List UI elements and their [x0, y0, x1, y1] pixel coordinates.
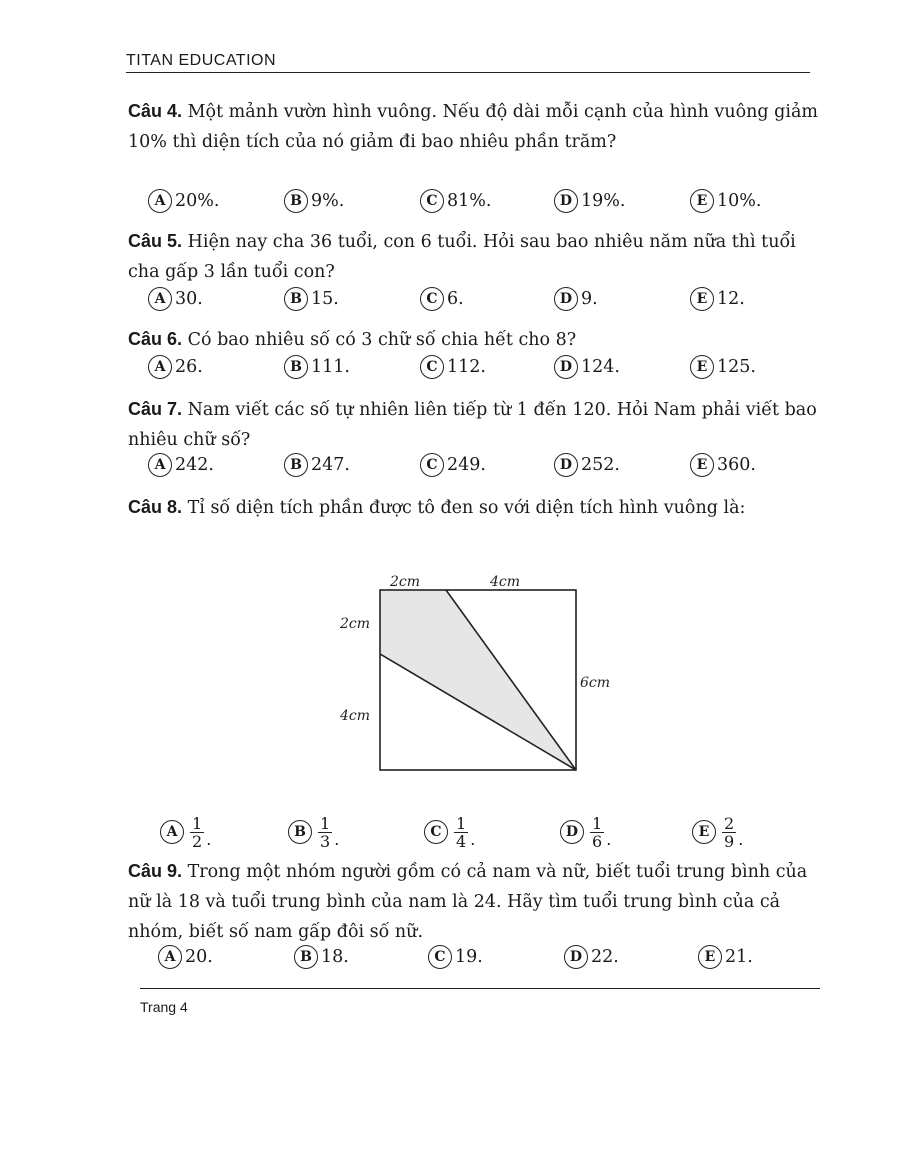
option-letter: C: [424, 820, 448, 844]
option-letter: B: [284, 453, 308, 477]
question-4-options: [148, 186, 808, 216]
option-d[interactable]: [564, 942, 619, 972]
option-letter: E: [698, 945, 722, 969]
option-c[interactable]: [420, 186, 491, 216]
option-value: 19%.: [581, 191, 626, 211]
option-d[interactable]: [554, 352, 620, 382]
option-a[interactable]: [148, 450, 214, 480]
fraction-numerator: 1: [320, 813, 331, 833]
option-letter: C: [428, 945, 452, 969]
option-d[interactable]: [554, 284, 598, 314]
option-value: 81%.: [447, 191, 492, 211]
shaded-region: [380, 590, 576, 770]
option-a[interactable]: [148, 284, 203, 314]
question-text: Nam viết các số tự nhiên liên tiếp từ 1 đến 120. Hỏi Nam phải viết bao nhiêu chữ số?: [128, 400, 817, 450]
question-8: [128, 492, 818, 523]
option-value: 20.: [185, 947, 213, 967]
option-value: 247.: [311, 455, 350, 475]
fraction: [318, 815, 332, 850]
label-left-bottom: 4cm: [340, 708, 371, 724]
option-c[interactable]: [420, 352, 486, 382]
option-letter: D: [564, 945, 588, 969]
fraction: [722, 815, 736, 850]
question-9: [128, 856, 818, 947]
option-d[interactable]: [554, 450, 620, 480]
option-letter: C: [420, 189, 444, 213]
option-value: 10%.: [717, 191, 762, 211]
square-figure: [330, 570, 630, 780]
option-letter: E: [690, 453, 714, 477]
label-right: 6cm: [580, 675, 611, 691]
option-d[interactable]: [554, 186, 625, 216]
page-footer: [140, 988, 820, 1015]
option-letter: B: [284, 355, 308, 379]
option-letter: D: [554, 189, 578, 213]
option-a[interactable]: [148, 352, 203, 382]
option-b[interactable]: [284, 186, 344, 216]
option-value: 22.: [591, 947, 619, 967]
option-b[interactable]: [284, 352, 350, 382]
page-number: Trang 4: [140, 999, 188, 1015]
option-letter: E: [690, 189, 714, 213]
option-value: 21.: [725, 947, 753, 967]
option-letter: A: [148, 287, 172, 311]
question-number: Câu 6.: [128, 329, 183, 349]
option-e[interactable]: E $\frac{2}{9}$ .: [692, 810, 743, 854]
option-value: 252.: [581, 455, 620, 475]
option-value: 6.: [447, 289, 464, 309]
option-b[interactable]: [294, 942, 349, 972]
option-a[interactable]: [158, 942, 213, 972]
option-value: 12.: [717, 289, 745, 309]
option-value: 20%.: [175, 191, 220, 211]
option-letter: E: [690, 355, 714, 379]
option-value: 26.: [175, 357, 203, 377]
label-top-right: 4cm: [490, 574, 521, 590]
question-7: [128, 394, 818, 455]
fraction-denominator: 2: [192, 831, 203, 851]
question-text: Tỉ số diện tích phần được tô đen so với diện tích hình vuông là:: [187, 498, 746, 518]
option-value: 360.: [717, 455, 756, 475]
question-9-options: [158, 942, 818, 972]
question-number: Câu 5.: [128, 231, 183, 251]
option-value: 18.: [321, 947, 349, 967]
fraction: [590, 815, 604, 850]
option-c[interactable]: C $\frac{1}{4}$ .: [424, 810, 475, 854]
question-text: Có bao nhiêu số có 3 chữ số chia hết cho 8?: [187, 330, 577, 350]
question-text: Trong một nhóm người gồm có cả nam và nữ, biết tuổi trung bình của nữ là 18 và tuổi trung bình của nam là 24. Hãy tìm tuổi trung bình của cả nhóm, biết số nam gấp đôi số nữ.: [128, 862, 808, 942]
option-value: 242.: [175, 455, 214, 475]
option-value: 9.: [581, 289, 598, 309]
option-e[interactable]: [690, 186, 761, 216]
option-e[interactable]: [698, 942, 753, 972]
option-letter: D: [554, 453, 578, 477]
question-7-options: [148, 450, 808, 480]
option-letter: E: [692, 820, 716, 844]
question-6-options: [148, 352, 808, 382]
page-header: [126, 52, 810, 73]
fraction-denominator: 4: [456, 831, 467, 851]
option-c[interactable]: [420, 450, 486, 480]
question-8-options: [148, 810, 808, 854]
option-a[interactable]: A $\frac{1}{2}$ .: [160, 810, 211, 854]
option-value: 9%.: [311, 191, 345, 211]
option-value: 124.: [581, 357, 620, 377]
option-value: 30.: [175, 289, 203, 309]
question-text: Hiện nay cha 36 tuổi, con 6 tuổi. Hỏi sau bao nhiêu năm nữa thì tuổi cha gấp 3 lần tuổi con?: [128, 232, 796, 282]
fraction-denominator: 6: [592, 831, 603, 851]
option-b[interactable]: [284, 284, 339, 314]
option-letter: C: [420, 453, 444, 477]
option-e[interactable]: [690, 284, 745, 314]
question-5: [128, 226, 818, 287]
fraction: [454, 815, 468, 850]
fraction-numerator: 1: [456, 813, 467, 833]
option-letter: C: [420, 355, 444, 379]
option-value: 125.: [717, 357, 756, 377]
option-value: 111.: [311, 357, 350, 377]
question-5-options: [148, 284, 808, 314]
question-text: Một mảnh vườn hình vuông. Nếu độ dài mỗi cạnh của hình vuông giảm 10% thì diện tích của nó giảm đi bao nhiêu phần trăm?: [128, 102, 818, 152]
option-b[interactable]: B $\frac{1}{3}$ .: [288, 810, 339, 854]
option-letter: E: [690, 287, 714, 311]
label-top-left: 2cm: [390, 574, 421, 590]
option-letter: B: [284, 287, 308, 311]
fraction-numerator: 1: [592, 813, 603, 833]
option-letter: A: [148, 453, 172, 477]
option-value: 15.: [311, 289, 339, 309]
option-letter: C: [420, 287, 444, 311]
question-number: Câu 8.: [128, 497, 183, 517]
question-4: [128, 96, 818, 157]
fraction-denominator: 9: [724, 831, 735, 851]
question-6: [128, 324, 818, 355]
option-letter: A: [148, 355, 172, 379]
header-title: TITAN EDUCATION: [126, 52, 277, 69]
option-b[interactable]: [284, 450, 350, 480]
option-value: 19.: [455, 947, 483, 967]
option-letter: B: [284, 189, 308, 213]
option-letter: A: [160, 820, 184, 844]
option-letter: D: [554, 287, 578, 311]
fraction: [190, 815, 204, 850]
option-value: 112.: [447, 357, 486, 377]
label-left-top: 2cm: [340, 616, 371, 632]
question-number: Câu 9.: [128, 861, 183, 881]
option-e[interactable]: [690, 352, 756, 382]
option-letter: D: [554, 355, 578, 379]
option-c[interactable]: [428, 942, 483, 972]
fraction-numerator: 1: [192, 813, 203, 833]
fraction-denominator: 3: [320, 831, 331, 851]
option-d[interactable]: D $\frac{1}{6}$ .: [560, 810, 611, 854]
option-letter: B: [288, 820, 312, 844]
option-c[interactable]: [420, 284, 464, 314]
fraction-numerator: 2: [724, 813, 735, 833]
option-letter: A: [148, 189, 172, 213]
option-e[interactable]: [690, 450, 756, 480]
option-letter: D: [560, 820, 584, 844]
question-number: Câu 7.: [128, 399, 183, 419]
option-value: 249.: [447, 455, 486, 475]
question-number: Câu 4.: [128, 101, 183, 121]
option-letter: B: [294, 945, 318, 969]
option-letter: A: [158, 945, 182, 969]
option-a[interactable]: [148, 186, 219, 216]
